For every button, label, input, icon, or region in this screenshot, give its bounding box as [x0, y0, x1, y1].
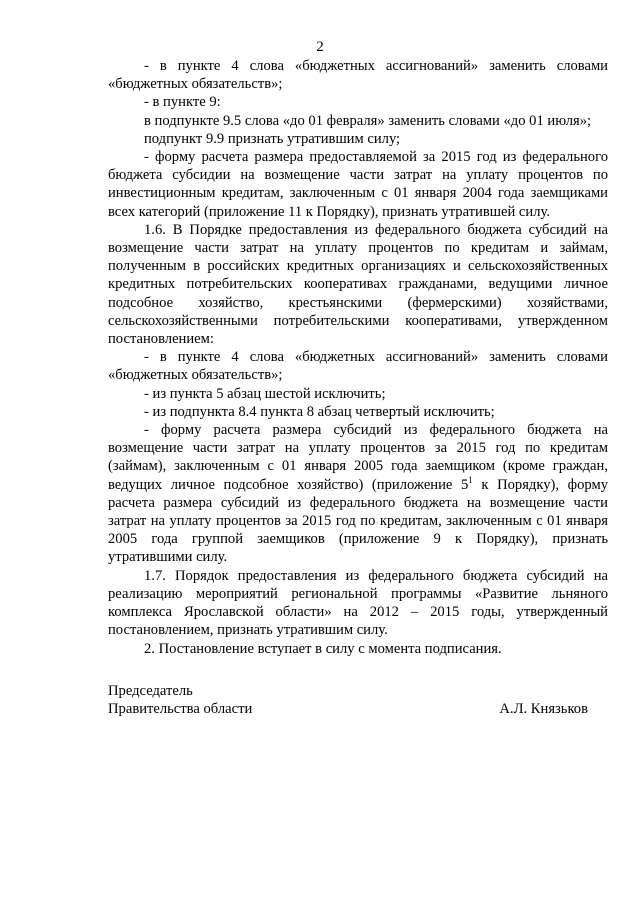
- signature-row: [108, 700, 608, 718]
- signature-title-line2: Правительства области: [108, 701, 253, 717]
- paragraph-point-5: - из пункта 5 абзац шестой исключить;: [144, 385, 386, 402]
- signatory-name: А.Л. Князьков: [499, 701, 588, 717]
- paragraph-2: 2. Постановление вступает в силу с момента подписания.: [144, 640, 502, 657]
- paragraph-1-6: 1.6. В Порядке предоставления из федерального бюджета субсидий на возмещение части затрат на уплату процентов по кредитам и займам, полученным в российских кредитных организациях и сельскохозяйственных кредитных потребительских кооперативах гражданами, ведущими личное подсобное хозяйство, крестьянскими (фермерскими) хозяйствами, сельскохозяйственными потребительскими кооперативами, утвержденном постановлением:: [108, 221, 608, 348]
- paragraph-point-9: - в пункте 9:: [144, 94, 221, 111]
- paragraph-budget-replace-2: - в пункте 4 слова «бюджетных ассигнований» заменить словами «бюджетных обязательств»;: [108, 349, 608, 384]
- paragraph-form-investment: - форму расчета размера предоставляемой за 2015 год из федерального бюджета субсидии на возмещение части затрат на уплату процентов по инвестиционным кредитам, заключенным с 01 января 2004 года заемщиками всех категорий (приложение 11 к Порядку), признать утратившей силу.: [108, 149, 608, 220]
- signature-block: [108, 682, 608, 718]
- document-body: [108, 57, 608, 658]
- paragraph-1-7: 1.7. Порядок предоставления из федерального бюджета субсидий на реализацию мероприятий региональной программы «Развитие льняного комплекса Ярославской области» на 2012 – 2015 годы, утвержденный постановлением, признать утратившим силу.: [108, 567, 608, 639]
- page-number: 2: [316, 39, 324, 55]
- paragraph-form-subsidy-end: к Порядку), форму расчета размера субсидий из федерального бюджета на возмещение части затрат на уплату процентов за 2015 год по кредитам, заключенным с 01 января 2005 года группой заемщиков (приложение 9 к Порядку), признать утратившими силу.: [108, 476, 608, 566]
- paragraph-form-subsidy: [108, 421, 608, 567]
- paragraph-subpoint-9-9: подпункт 9.9 признать утратившим силу;: [144, 130, 401, 147]
- paragraph-form-subsidy-start: - форму расчета размера субсидий из федерального бюджета на возмещение части затрат на уплату процентов за 2015 год по кредитам (займам), заключенным с 01 января 2005 года заемщиком (кроме граждан, ведущих личное подсобное хозяйство) (приложение 5: [108, 422, 608, 493]
- paragraph-subpoint-9-5: в подпункте 9.5 слова «до 01 февраля» заменить словами «до 01 июля»;: [144, 112, 592, 129]
- signature-title-line1: Председатель: [108, 683, 193, 699]
- paragraph-subpoint-8-4: - из подпункта 8.4 пункта 8 абзац четвертый исключить;: [144, 403, 495, 420]
- paragraph-budget-replace: - в пункте 4 слова «бюджетных ассигнований» заменить словами «бюджетных обязательств»;: [108, 58, 608, 93]
- superscript-1: 1: [468, 474, 473, 485]
